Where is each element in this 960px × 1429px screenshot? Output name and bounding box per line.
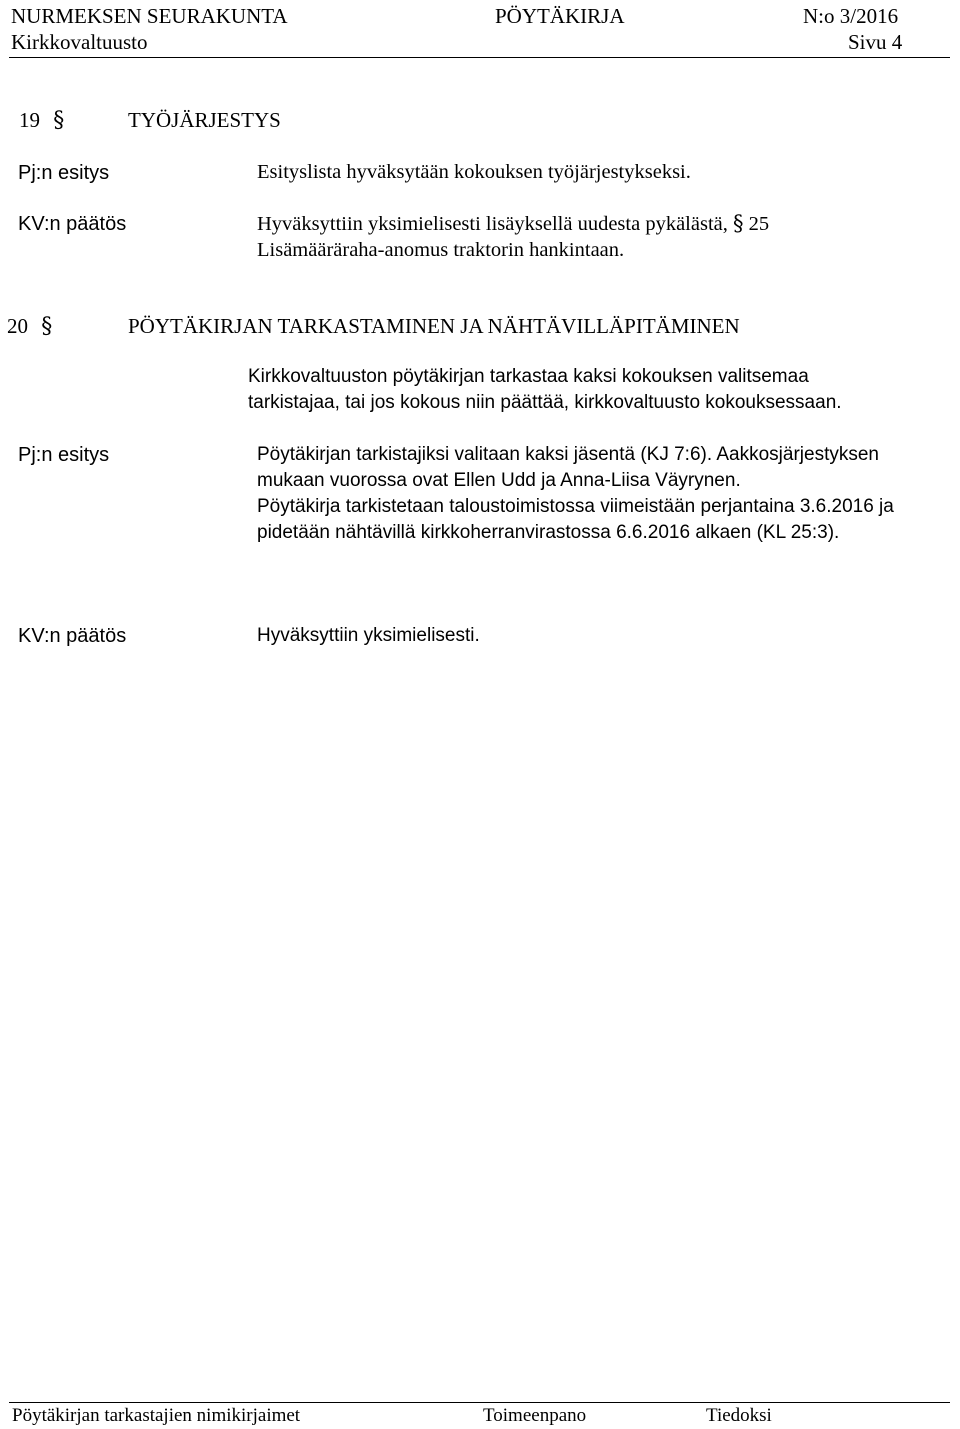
proposal-line: Pöytäkirjan tarkistajiksi valitaan kaksi jäsentä (KJ 7:6). Aakkosjärjestyksen bbox=[257, 444, 879, 465]
section-heading bbox=[19, 108, 64, 133]
document-number: N:o 3/2016 bbox=[803, 4, 899, 28]
proposal-line: Pöytäkirja tarkistetaan taloustoimistossa viimeistään perjantaina 3.6.2016 ja bbox=[257, 496, 894, 517]
section-reference: 25 bbox=[748, 213, 770, 235]
decision-text-line1 bbox=[257, 210, 769, 237]
organization-name: NURMEKSEN SEURAKUNTA bbox=[11, 4, 288, 28]
header-divider bbox=[9, 57, 950, 58]
footer-signatures: Pöytäkirjan tarkastajien nimikirjaimet bbox=[12, 1405, 301, 1426]
proposal-label: Pj:n esitys bbox=[18, 444, 110, 466]
section-mark: § bbox=[53, 108, 65, 133]
section-number: 20 bbox=[7, 314, 28, 338]
section-number: 19 bbox=[19, 108, 40, 132]
decision-label: KV:n päätös bbox=[18, 625, 127, 647]
proposal-line: mukaan vuorossa ovat Ellen Udd ja Anna-Liisa Väyrynen. bbox=[257, 470, 741, 491]
governing-body: Kirkkovaltuusto bbox=[11, 30, 148, 54]
section-mark: § bbox=[732, 211, 744, 235]
decision-text-line2: Lisämääräraha-anomus traktorin hankintaan. bbox=[257, 239, 625, 261]
footer-divider bbox=[9, 1402, 950, 1403]
proposal-label: Pj:n esitys bbox=[18, 162, 110, 184]
document-type: PÖYTÄKIRJA bbox=[495, 4, 625, 28]
section-mark: § bbox=[41, 314, 53, 339]
footer-execution: Toimeenpano bbox=[483, 1405, 587, 1426]
proposal-text: Esityslista hyväksytään kokouksen työjärjestykseksi. bbox=[257, 161, 691, 183]
section-heading bbox=[7, 314, 52, 339]
decision-label: KV:n päätös bbox=[18, 213, 127, 235]
intro-line: tarkistajaa, tai jos kokous niin päättää, kirkkovaltuusto kokouksessaan. bbox=[248, 392, 842, 413]
section-title: TYÖJÄRJESTYS bbox=[128, 108, 281, 132]
footer-notices: Tiedoksi bbox=[706, 1405, 772, 1426]
intro-line: Kirkkovaltuuston pöytäkirjan tarkastaa kaksi kokouksen valitsemaa bbox=[248, 366, 809, 387]
decision-text: Hyväksyttiin yksimielisesti. bbox=[257, 625, 480, 646]
page-number: Sivu 4 bbox=[848, 30, 903, 54]
decision-text: Hyväksyttiin yksimielisesti lisäyksellä uudesta pykälästä, bbox=[257, 213, 728, 235]
section-title: PÖYTÄKIRJAN TARKASTAMINEN JA NÄHTÄVILLÄPITÄMINEN bbox=[128, 314, 740, 338]
proposal-line: pidetään nähtävillä kirkkoherranvirastossa 6.6.2016 alkaen (KL 25:3). bbox=[257, 522, 840, 543]
